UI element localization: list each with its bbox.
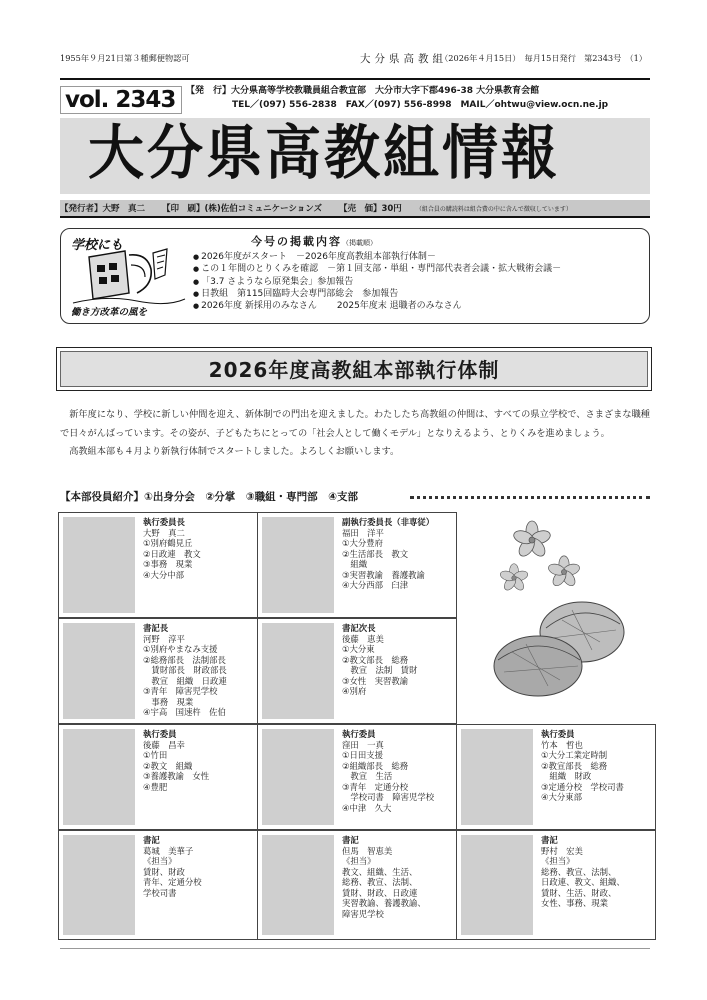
- officer-role: 執行委員: [342, 729, 376, 739]
- officer-card: [58, 512, 258, 618]
- officer-photo: [461, 835, 533, 935]
- contents-box: [60, 228, 650, 324]
- masthead-infobar: [60, 200, 650, 218]
- officer-role: 副執行委員長（非専従）: [342, 517, 435, 527]
- contents-item[interactable]: 2025年度末 退職者のみなさん: [336, 301, 462, 312]
- officer-details: 葛城 美華子 《担当》 賃財、財政 青年、定通分校 学校司書: [143, 845, 202, 898]
- officer-role: 執行委員: [143, 729, 177, 739]
- officer-role: 書記: [143, 835, 160, 845]
- logo-text-top: 学校にも: [71, 238, 124, 253]
- officer-card: [257, 512, 457, 618]
- officers-section-heading: [60, 489, 650, 505]
- article-headline: 2026年度高教組本部執行体制: [60, 351, 648, 387]
- campaign-logo-illustration: [67, 235, 187, 319]
- officer-photo: [63, 623, 135, 719]
- officer-card: [456, 724, 656, 830]
- intro-paragraph: 新年度になり、学校に新しい仲間を迎え、新体制での門出を迎えました。わたしたち高教組の仲間は、すべての県立学校で、さまざまな職種で日々がんばっています。その姿が、子どもたちにとっての「社会人として働くモデル」となりえるよう、とりくみを進めましょう。: [60, 409, 650, 439]
- sakura-mochi-illustration: [482, 520, 642, 710]
- officer-details: 野村 宏美 《担当》 総務、教宣、法制、 日政連、教文、組織、 賃財、生活、財政、 女性、事務、現業: [541, 845, 625, 908]
- contents-item-pair: [193, 300, 561, 312]
- logo-text-bottom: 働き方改革の風を: [71, 307, 148, 318]
- officer-role: 書記: [541, 835, 558, 845]
- masthead: [60, 78, 650, 220]
- officer-details: 竹本 哲也 ①大分工業定時制 ②教宣部長 総務 組織 財政 ③定通分校 学校司書 ④大分東部: [541, 739, 624, 802]
- officer-card: [257, 724, 457, 830]
- officer-card: [58, 724, 258, 830]
- officer-card: [257, 618, 457, 724]
- contents-list: [193, 251, 561, 312]
- officer-photo: [262, 623, 334, 719]
- officer-photo: [63, 729, 135, 825]
- price-note: （組合員の購読料は組合費の中に含んで徴収しています）: [415, 206, 572, 213]
- intro-paragraph: 高教組本部も４月より新執行体制でスタートしました。よろしくお願いします。: [69, 446, 400, 457]
- publisher-info: [186, 84, 650, 112]
- printer: 【印 刷】(株)佐伯コミュニケーションズ: [161, 204, 322, 214]
- publisher-contact: TEL／(097) 556-2838 FAX／(097) 556-8998 MAIL／ohtwu@view.ocn.ne.jp: [232, 100, 609, 110]
- officer-photo: [262, 835, 334, 935]
- newsletter-title: 大分県高教組情報: [88, 119, 560, 188]
- dotted-leader: [410, 496, 650, 499]
- officer-role: 書記次長: [342, 623, 376, 633]
- officer-card: [58, 618, 258, 724]
- article-intro: [60, 406, 650, 462]
- officer-role: 執行委員長: [143, 517, 185, 527]
- issue-topline: [60, 50, 647, 66]
- contents-item[interactable]: ● 「3.7 さようなら原発集会」参加報告: [193, 276, 561, 288]
- officer-details: 福田 洋平 ①大分豊府 ②生活部長 教文 組織 ③実習教諭 養護教諭 ④大分西部 臼津: [342, 527, 425, 590]
- price: 【売 価】30円: [338, 204, 402, 214]
- officer-details: 後藤 恵美 ①大分東 ②教文部長 総務 教宣 法制 賃財 ③女性 実習教諭 ④別府: [342, 633, 418, 696]
- publisher-short: 大分県高教組: [360, 53, 447, 65]
- officer-card: [58, 830, 258, 940]
- postal-permit: 1955年９月21日第３種郵便物認可: [60, 53, 190, 63]
- officers-legend: 【本部役員紹介】①出身分会 ②分掌 ③職組・専門部 ④支部: [60, 491, 359, 503]
- officer-photo: [461, 729, 533, 825]
- issue-date: （2026年４月15日） 毎月15日発行 第2343号 （1）: [440, 53, 647, 63]
- officer-photo: [262, 729, 334, 825]
- officer-details: 大野 真二 ①別府鶴見丘 ②日政連 教文 ③事務 現業 ④大分中部: [143, 527, 201, 580]
- officer-card: [456, 830, 656, 940]
- volume-number: vol. 2343: [60, 86, 182, 114]
- contents-item[interactable]: ● この１年間のとりくみを確認 －第１回支部・単組・専門部代表者会議・拡大戦術会議－: [193, 263, 561, 275]
- officer-photo: [262, 517, 334, 613]
- officer-role: 書記長: [143, 623, 169, 633]
- publisher-address: 【発 行】大分県高等学校教職員組合教宣部 大分市大字下郡496-38 大分県教育会館: [186, 86, 540, 96]
- issuer: 【発行者】大野 真二: [60, 204, 146, 214]
- contents-item[interactable]: ● 2026年度がスタート －2026年度高教組本部執行体制－: [193, 251, 561, 263]
- officer-details: 窪田 一真 ①日田支援 ②組織部長 総務 教宣 生活 ③青年 定通分校 学校司書 障害児学校 ④中津 久大: [342, 739, 435, 813]
- footer-rule: [60, 948, 650, 949]
- officer-role: 書記: [342, 835, 359, 845]
- contents-title: 今号の掲載内容（掲載順）: [251, 235, 377, 248]
- article-headline-box: [56, 347, 652, 391]
- officer-card: [257, 830, 457, 940]
- officer-photo: [63, 517, 135, 613]
- officer-details: 後藤 昌幸 ①竹田 ②教文 組織 ③養護教諭 女性 ④豊肥: [143, 739, 210, 792]
- officer-details: 但馬 智恵美 《担当》 教文、組織、生活、 総務、教宣、法制、 賃財、財政、日政連 実習教諭、養護教諭、 障害児学校: [342, 845, 426, 919]
- contents-item[interactable]: 2026年度 新採用のみなさん: [201, 301, 317, 312]
- contents-item[interactable]: ● 日教組 第115回臨時大会専門部総会 参加報告: [193, 288, 561, 300]
- officer-role: 執行委員: [541, 729, 575, 739]
- officer-photo: [63, 835, 135, 935]
- officer-details: 河野 淳平 ①別府やまなみ支援 ②総務部長 法制部長 賃財部長 財政部長 教宣 組織 日政連 ③青年 障害児学校 事務 現業 ④宇高 国速杵 佐伯: [143, 633, 227, 717]
- contents-title-note: （掲載順）: [342, 239, 377, 247]
